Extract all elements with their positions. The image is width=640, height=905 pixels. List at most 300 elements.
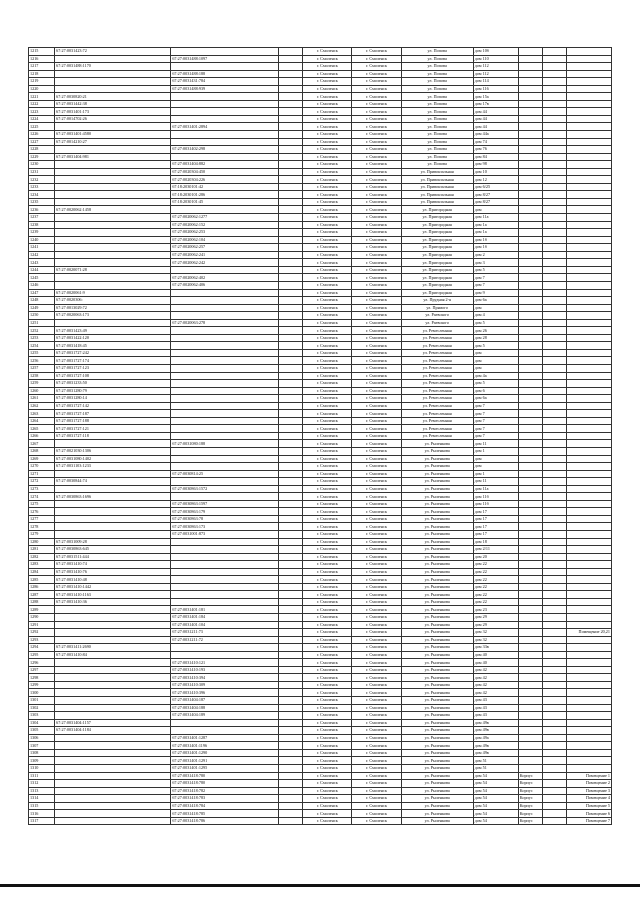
cadastral-number-cell	[55, 470, 171, 478]
empty-cell	[542, 470, 566, 478]
table-row	[29, 410, 612, 418]
cadastral-number-alt-cell	[171, 153, 279, 161]
table-row	[29, 146, 612, 154]
cadastral-number-cell: 67:27:0031404:981	[55, 153, 171, 161]
empty-cell	[542, 48, 566, 56]
row-number-cell: 1293	[29, 636, 55, 644]
row-number-cell: 1257	[29, 364, 55, 372]
street-cell: ул. Рыленкова	[401, 523, 473, 531]
cadastral-number-cell	[55, 606, 171, 614]
house-cell: дом 40	[473, 659, 518, 667]
cadastral-number-cell: 67:27:0020071:28	[55, 266, 171, 274]
locality-cell: г. Смоленск	[352, 591, 401, 599]
cadastral-number-alt-cell: 67:18:2030101:42	[171, 183, 279, 191]
cadastral-number-alt-cell	[171, 576, 279, 584]
row-number-cell: 1226	[29, 131, 55, 139]
building-cell	[518, 583, 542, 591]
row-number-cell: 1314	[29, 795, 55, 803]
premises-note-cell	[566, 644, 611, 652]
locality-cell: г. Смоленск	[352, 93, 401, 101]
cadastral-number-alt-cell	[171, 206, 279, 214]
city-cell: г. Смоленск	[303, 712, 352, 720]
street-cell: ул. Пригородная	[401, 236, 473, 244]
premises-note-cell	[566, 55, 611, 63]
building-cell	[518, 274, 542, 282]
city-cell: г. Смоленск	[303, 251, 352, 259]
city-cell: г. Смоленск	[303, 614, 352, 622]
cadastral-number-alt-cell: 67:27:0031211:72	[171, 636, 279, 644]
street-cell: ул. Ремесленная	[401, 364, 473, 372]
empty-cell	[542, 131, 566, 139]
cadastral-number-alt-cell: 67:27:0031418:780	[171, 772, 279, 780]
house-cell: дом 49в	[473, 719, 518, 727]
table-row	[29, 681, 612, 689]
row-number-cell: 1301	[29, 697, 55, 705]
cadastral-number-alt-cell	[171, 342, 279, 350]
table-row	[29, 606, 612, 614]
locality-cell: г. Смоленск	[352, 681, 401, 689]
city-cell: г. Смоленск	[303, 78, 352, 86]
locality-cell: г. Смоленск	[352, 742, 401, 750]
house-cell: дом 7	[473, 402, 518, 410]
building-cell	[518, 183, 542, 191]
premises-note-cell	[566, 500, 611, 508]
table-row	[29, 357, 612, 365]
locality-cell: г. Смоленск	[352, 168, 401, 176]
cadastral-number-cell	[55, 123, 171, 131]
locality-cell: г. Смоленск	[352, 417, 401, 425]
street-cell: ул. Ремесленная	[401, 395, 473, 403]
table-row	[29, 115, 612, 123]
street-cell: ул. Прудная 2-я	[401, 297, 473, 305]
empty-cell	[279, 485, 303, 493]
row-number-cell: 1233	[29, 183, 55, 191]
row-number-cell: 1307	[29, 742, 55, 750]
building-cell	[518, 478, 542, 486]
house-cell: дом 18	[473, 538, 518, 546]
row-number-cell: 1227	[29, 138, 55, 146]
locality-cell: г. Смоленск	[352, 629, 401, 637]
locality-cell: г. Смоленск	[352, 447, 401, 455]
empty-cell	[279, 410, 303, 418]
locality-cell: г. Смоленск	[352, 576, 401, 584]
house-cell: дом 49в	[473, 742, 518, 750]
city-cell: г. Смоленск	[303, 349, 352, 357]
row-number-cell: 1299	[29, 681, 55, 689]
locality-cell: г. Смоленск	[352, 795, 401, 803]
cadastral-number-cell	[55, 614, 171, 622]
street-cell: ул. Рыленкова	[401, 742, 473, 750]
row-number-cell: 1317	[29, 817, 55, 825]
city-cell: г. Смоленск	[303, 138, 352, 146]
empty-cell	[279, 266, 303, 274]
house-cell: дом 1б	[473, 244, 518, 252]
building-cell: Корпус	[518, 780, 542, 788]
empty-cell	[279, 591, 303, 599]
empty-cell	[542, 659, 566, 667]
premises-note-cell	[566, 395, 611, 403]
street-cell: ул. Попова	[401, 85, 473, 93]
row-number-cell: 1254	[29, 342, 55, 350]
row-number-cell: 1315	[29, 802, 55, 810]
house-cell: дом 11а	[473, 214, 518, 222]
premises-note-cell	[566, 387, 611, 395]
row-number-cell: 1222	[29, 100, 55, 108]
premises-note-cell	[566, 176, 611, 184]
empty-cell	[542, 198, 566, 206]
city-cell: г. Смоленск	[303, 817, 352, 825]
street-cell: ул. Рыленкова	[401, 689, 473, 697]
empty-cell	[542, 689, 566, 697]
row-number-cell: 1253	[29, 334, 55, 342]
street-cell: ул. Рыленкова	[401, 515, 473, 523]
cadastral-number-alt-cell: 67:27:0031410:121	[171, 659, 279, 667]
house-cell: дом 44	[473, 115, 518, 123]
cadastral-number-alt-cell: 67:27:0020304:450	[171, 168, 279, 176]
empty-cell	[279, 153, 303, 161]
empty-cell	[279, 546, 303, 554]
cadastral-number-cell: 67:27:0021030:1306	[55, 447, 171, 455]
building-cell	[518, 576, 542, 584]
cadastral-number-alt-cell	[171, 327, 279, 335]
premises-note-cell	[566, 749, 611, 757]
cadastral-number-cell: 67:27:0031727:121	[55, 425, 171, 433]
city-cell: г. Смоленск	[303, 214, 352, 222]
empty-cell	[279, 515, 303, 523]
locality-cell: г. Смоленск	[352, 395, 401, 403]
house-cell: дом 5	[473, 266, 518, 274]
premises-note-cell	[566, 183, 611, 191]
locality-cell: г. Смоленск	[352, 470, 401, 478]
premises-note-cell	[566, 727, 611, 735]
table-row	[29, 138, 612, 146]
house-cell: дом 1а	[473, 221, 518, 229]
cadastral-number-cell	[55, 515, 171, 523]
building-cell	[518, 531, 542, 539]
house-cell: дом	[473, 455, 518, 463]
cadastral-number-cell: 67:27:0014702:26	[55, 115, 171, 123]
empty-cell	[279, 214, 303, 222]
cadastral-number-cell: 67:27:0031422:120	[55, 334, 171, 342]
cadastral-number-cell: 67:27:0031410:1163	[55, 591, 171, 599]
cadastral-number-alt-cell	[171, 538, 279, 546]
city-cell: г. Смоленск	[303, 334, 352, 342]
city-cell: г. Смоленск	[303, 780, 352, 788]
city-cell: г. Смоленск	[303, 319, 352, 327]
empty-cell	[542, 523, 566, 531]
locality-cell: г. Смоленск	[352, 614, 401, 622]
row-number-cell: 1274	[29, 493, 55, 501]
premises-note-cell: Помещение 6	[566, 810, 611, 818]
cadastral-number-alt-cell	[171, 297, 279, 305]
city-cell: г. Смоленск	[303, 380, 352, 388]
empty-cell	[542, 229, 566, 237]
building-cell	[518, 440, 542, 448]
city-cell: г. Смоленск	[303, 425, 352, 433]
street-cell: ул. Рыленкова	[401, 780, 473, 788]
table-row	[29, 757, 612, 765]
table-row	[29, 614, 612, 622]
cadastral-number-alt-cell: 67:27:0031418:784	[171, 802, 279, 810]
cadastral-number-alt-cell	[171, 289, 279, 297]
cadastral-number-cell	[55, 523, 171, 531]
cadastral-number-cell: 67:27:0031511:444	[55, 553, 171, 561]
cadastral-number-alt-cell: 67:18:2030101:286	[171, 191, 279, 199]
building-cell	[518, 704, 542, 712]
street-cell: ул. Ремесленная	[401, 410, 473, 418]
empty-cell	[542, 214, 566, 222]
street-cell: ул. Попова	[401, 55, 473, 63]
row-number-cell: 1285	[29, 576, 55, 584]
cadastral-number-cell: 67:27:0030844:74	[55, 478, 171, 486]
house-cell: дом 32	[473, 629, 518, 637]
empty-cell	[279, 659, 303, 667]
house-cell: дом 11б	[473, 493, 518, 501]
street-cell: ул. Рыленкова	[401, 764, 473, 772]
empty-cell	[279, 440, 303, 448]
cadastral-number-alt-cell	[171, 410, 279, 418]
city-cell: г. Смоленск	[303, 749, 352, 757]
street-cell: ул. Ремесленная	[401, 342, 473, 350]
table-row	[29, 704, 612, 712]
street-cell: ул. Рыленкова	[401, 772, 473, 780]
table-row	[29, 85, 612, 93]
empty-cell	[279, 598, 303, 606]
row-number-cell: 1278	[29, 523, 55, 531]
premises-note-cell	[566, 131, 611, 139]
empty-cell	[542, 508, 566, 516]
building-cell	[518, 251, 542, 259]
premises-note-cell	[566, 161, 611, 169]
street-cell: ул. Рыленкова	[401, 561, 473, 569]
empty-cell	[279, 342, 303, 350]
building-cell	[518, 372, 542, 380]
row-number-cell: 1270	[29, 463, 55, 471]
locality-cell: г. Смоленск	[352, 357, 401, 365]
row-number-cell: 1261	[29, 395, 55, 403]
cadastral-number-cell	[55, 795, 171, 803]
empty-cell	[542, 372, 566, 380]
building-cell	[518, 621, 542, 629]
table-row	[29, 349, 612, 357]
city-cell: г. Смоленск	[303, 198, 352, 206]
cadastral-number-cell: 67:27:0013029:72	[55, 304, 171, 312]
empty-cell	[542, 727, 566, 735]
building-cell	[518, 334, 542, 342]
locality-cell: г. Смоленск	[352, 689, 401, 697]
cadastral-number-alt-cell	[171, 387, 279, 395]
empty-cell	[542, 146, 566, 154]
row-number-cell: 1234	[29, 191, 55, 199]
cadastral-number-cell: 67:27:0031401:4580	[55, 131, 171, 139]
locality-cell: г. Смоленск	[352, 274, 401, 282]
table-row	[29, 764, 612, 772]
street-cell: ул. Рыленкова	[401, 817, 473, 825]
row-number-cell: 1316	[29, 810, 55, 818]
empty-cell	[542, 417, 566, 425]
street-cell: ул. Рыленкова	[401, 674, 473, 682]
street-cell: ул. Рыленкова	[401, 583, 473, 591]
empty-cell	[542, 576, 566, 584]
street-cell: ул. Рыленкова	[401, 636, 473, 644]
premises-note-cell	[566, 485, 611, 493]
house-cell: дом 44	[473, 108, 518, 116]
city-cell: г. Смоленск	[303, 508, 352, 516]
empty-cell	[279, 380, 303, 388]
house-cell: дом 1	[473, 447, 518, 455]
locality-cell: г. Смоленск	[352, 568, 401, 576]
cadastral-number-cell	[55, 78, 171, 86]
building-cell	[518, 455, 542, 463]
city-cell: г. Смоленск	[303, 259, 352, 267]
locality-cell: г. Смоленск	[352, 191, 401, 199]
locality-cell: г. Смоленск	[352, 780, 401, 788]
empty-cell	[542, 674, 566, 682]
house-cell: дом 44	[473, 123, 518, 131]
building-cell	[518, 146, 542, 154]
empty-cell	[542, 168, 566, 176]
cadastral-number-alt-cell: 67:27:0030863:179	[171, 508, 279, 516]
building-cell	[518, 100, 542, 108]
cadastral-number-cell: 67:27:0031411:2690	[55, 644, 171, 652]
premises-note-cell	[566, 432, 611, 440]
city-cell: г. Смоленск	[303, 85, 352, 93]
row-number-cell: 1279	[29, 531, 55, 539]
city-cell: г. Смоленск	[303, 289, 352, 297]
row-number-cell: 1304	[29, 719, 55, 727]
premises-note-cell	[566, 236, 611, 244]
row-number-cell: 1231	[29, 168, 55, 176]
house-cell: дом 11б	[473, 500, 518, 508]
empty-cell	[279, 259, 303, 267]
empty-cell	[279, 372, 303, 380]
cadastral-number-alt-cell	[171, 266, 279, 274]
premises-note-cell: Помещение 20,21	[566, 629, 611, 637]
locality-cell: г. Смоленск	[352, 327, 401, 335]
cadastral-number-alt-cell: 67:27:0031401:181	[171, 606, 279, 614]
house-cell: дом	[473, 364, 518, 372]
street-cell: ул. Ремесленная	[401, 402, 473, 410]
city-cell: г. Смоленск	[303, 206, 352, 214]
empty-cell	[542, 304, 566, 312]
building-cell	[518, 749, 542, 757]
premises-note-cell	[566, 274, 611, 282]
empty-cell	[279, 810, 303, 818]
house-cell: дом 9	[473, 289, 518, 297]
city-cell: г. Смоленск	[303, 357, 352, 365]
table-row	[29, 395, 612, 403]
empty-cell	[542, 455, 566, 463]
row-number-cell: 1229	[29, 153, 55, 161]
cadastral-number-cell	[55, 161, 171, 169]
table-row	[29, 493, 612, 501]
premises-note-cell	[566, 221, 611, 229]
premises-note-cell	[566, 214, 611, 222]
empty-cell	[279, 161, 303, 169]
empty-cell	[279, 576, 303, 584]
locality-cell: г. Смоленск	[352, 757, 401, 765]
table-row	[29, 364, 612, 372]
row-number-cell: 1281	[29, 546, 55, 554]
table-row	[29, 674, 612, 682]
city-cell: г. Смоленск	[303, 727, 352, 735]
building-cell	[518, 470, 542, 478]
building-cell	[518, 447, 542, 455]
locality-cell: г. Смоленск	[352, 802, 401, 810]
row-number-cell: 1313	[29, 787, 55, 795]
row-number-cell: 1295	[29, 651, 55, 659]
house-cell: дом 8/27	[473, 191, 518, 199]
building-cell	[518, 614, 542, 622]
locality-cell: г. Смоленск	[352, 372, 401, 380]
city-cell: г. Смоленск	[303, 55, 352, 63]
house-cell: дом 12	[473, 176, 518, 184]
premises-note-cell: Помещение 1	[566, 772, 611, 780]
city-cell: г. Смоленск	[303, 621, 352, 629]
empty-cell	[542, 108, 566, 116]
locality-cell: г. Смоленск	[352, 432, 401, 440]
locality-cell: г. Смоленск	[352, 229, 401, 237]
cadastral-number-cell: 67:27:0031410:76	[55, 568, 171, 576]
house-cell: дом 11	[473, 440, 518, 448]
row-number-cell: 1258	[29, 372, 55, 380]
street-cell: ул. Привокзальная	[401, 191, 473, 199]
locality-cell: г. Смоленск	[352, 651, 401, 659]
row-number-cell: 1242	[29, 251, 55, 259]
city-cell: г. Смоленск	[303, 802, 352, 810]
table-row	[29, 568, 612, 576]
house-cell: дом 43	[473, 704, 518, 712]
row-number-cell: 1292	[29, 629, 55, 637]
row-number-cell: 1277	[29, 515, 55, 523]
row-number-cell: 1309	[29, 757, 55, 765]
cadastral-number-alt-cell	[171, 478, 279, 486]
street-cell: ул. Попова	[401, 93, 473, 101]
empty-cell	[279, 432, 303, 440]
cadastral-number-cell	[55, 183, 171, 191]
table-row	[29, 100, 612, 108]
locality-cell: г. Смоленск	[352, 531, 401, 539]
locality-cell: г. Смоленск	[352, 131, 401, 139]
locality-cell: г. Смоленск	[352, 697, 401, 705]
row-number-cell: 1290	[29, 614, 55, 622]
empty-cell	[542, 259, 566, 267]
street-cell: ул. Рыленкова	[401, 553, 473, 561]
empty-cell	[542, 85, 566, 93]
empty-cell	[279, 206, 303, 214]
city-cell: г. Смоленск	[303, 372, 352, 380]
cadastral-number-cell: 67:27:0031080:1402	[55, 455, 171, 463]
empty-cell	[279, 561, 303, 569]
cadastral-number-cell: 67:27:0030820:21	[55, 93, 171, 101]
premises-note-cell	[566, 681, 611, 689]
locality-cell: г. Смоленск	[352, 304, 401, 312]
street-cell: ул. Рыленкова	[401, 463, 473, 471]
city-cell: г. Смоленск	[303, 229, 352, 237]
empty-cell	[542, 161, 566, 169]
cadastral-number-alt-cell: 67:18:2030101:45	[171, 198, 279, 206]
house-cell: дом 43	[473, 697, 518, 705]
property-register-table	[28, 47, 612, 825]
empty-cell	[542, 70, 566, 78]
street-cell: ул. Раевского	[401, 319, 473, 327]
premises-note-cell	[566, 636, 611, 644]
empty-cell	[279, 712, 303, 720]
empty-cell	[542, 395, 566, 403]
street-cell: ул. Попова	[401, 78, 473, 86]
empty-cell	[279, 191, 303, 199]
table-row	[29, 742, 612, 750]
